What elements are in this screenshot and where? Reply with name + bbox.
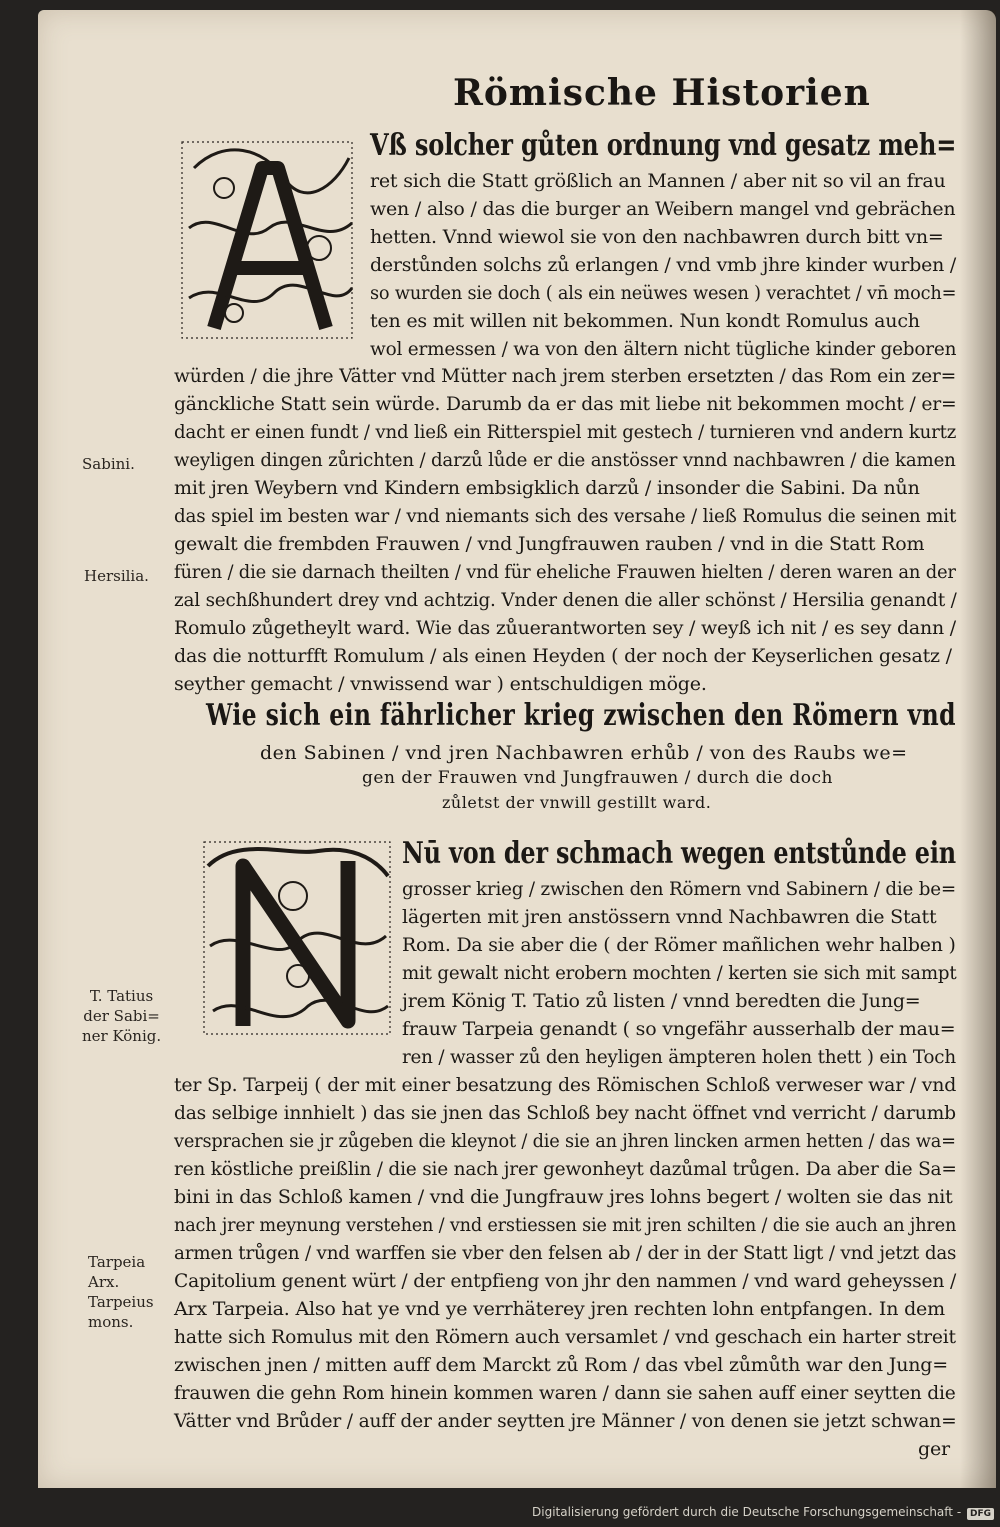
section2-line: zwischen jnen / mitten auff dem Marckt zů Rom / das vbel zůmůth war den Jung= — [174, 1354, 948, 1376]
decorated-initial-n — [198, 836, 398, 1042]
section2-line: ren köstliche preißlin / die sie nach jrer gewonheyt dazůmal trůgen. Da aber die Sa= — [174, 1158, 957, 1180]
section2-line: hatte sich Romulus mit den Römern auch versamlet / vnd geschach ein harter streit — [174, 1326, 956, 1348]
margin-note-sabini: Sabini. — [82, 455, 135, 473]
section2-line: Capitolium genent würt / der entpfieng von jhr den nammen / vnd ward geheyssen / — [174, 1270, 957, 1292]
margin-note-line: Tarpeia — [88, 1253, 146, 1271]
section1-line: würden / die jhre Vätter vnd Mütter nach jrem sterben ersetzten / das Rom ein zer= — [174, 365, 957, 387]
section1-line: gänckliche Statt sein würde. Darumb da er das mit liebe nit bekommen mocht / er= — [174, 393, 957, 415]
chapter-heading-line: den Sabinen / vnd jren Nachbawren erhůb / von des Raubs we= — [260, 742, 908, 764]
section2-line: armen trůgen / vnd warffen sie vber den felsen ab / der in der Statt ligt / vnd jetzt das — [174, 1242, 957, 1264]
section1-line: zal sechßhundert drey vnd achtzig. Vnder denen die aller schönst / Hersilia genandt / — [174, 589, 957, 611]
footer-text: Digitalisierung gefördert durch die Deutsche Forschungsgemeinschaft - — [532, 1505, 962, 1519]
margin-note-line: mons. — [88, 1313, 134, 1331]
margin-note-line: der Sabi= — [83, 1007, 160, 1025]
margin-note-tarpeia — [88, 1252, 154, 1332]
section1-line: so wurden sie doch ( als ein neüwes wesen ) verachtet / vn̄ moch= — [370, 282, 957, 304]
chapter-heading-line: gen der Frauwen vnd Jungfrauwen / durch die doch — [362, 768, 833, 788]
section1-line: mit jren Weybern vnd Kindern embsigklich darzů / insonder die Sabini. Da nůn — [174, 477, 920, 499]
section2-line: frauwen die gehn Rom hinein kommen waren / dann sie sahen auff einer seytten die — [174, 1382, 956, 1404]
section1-line: seyther gemacht / vnwissend war ) entschuldigen möge. — [174, 673, 707, 695]
section2-line: frauw Tarpeia genandt ( so vngefähr ausserhalb der mau= — [402, 1018, 956, 1040]
section1-line: füren / die sie darnach theilten / vnd für eheliche Frauwen hielten / deren waren an der — [174, 561, 956, 583]
section2-line: Rom. Da sie aber die ( der Römer mañlichen wehr halben ) — [402, 934, 956, 956]
section2-line: lägerten mit jren anstössern vnnd Nachbawren die Statt — [402, 906, 937, 928]
margin-note-line: Arx. — [88, 1273, 120, 1291]
section1-line: das die notturfft Romulum / als einen Heyden ( der noch der Keyserlichen gesatz / — [174, 645, 952, 667]
section2-line: ter Sp. Tarpeij ( der mit einer besatzung des Römischen Schloß verweser war / vnd — [174, 1074, 957, 1096]
section2-line: ren / wasser zů den heyligen ämpteren holen thett ) ein Toch — [402, 1046, 956, 1068]
decorated-initial-a — [174, 128, 364, 348]
chapter-heading-line: zůletst der vnwill gestillt ward. — [442, 793, 712, 812]
section2-line: ger — [918, 1438, 950, 1460]
section2-line: jrem König T. Tatio zů listen / vnnd beredten die Jung= — [402, 990, 921, 1012]
margin-note-line: T. Tatius — [89, 987, 154, 1005]
section1-line: weyligen dingen zůrichten / darzů lůde er die anstösser vnnd nachbawren / die kamen — [174, 449, 956, 471]
digitization-footer — [0, 1505, 1000, 1527]
section2-line: Nū von der schmach wegen entstůnde ein — [402, 836, 956, 871]
section1-line: hetten. Vnnd wiewol sie von den nachbawren durch bitt vn= — [370, 226, 944, 248]
section1-line: das spiel im besten war / vnd niemants sich des versahe / ließ Romulus die seinen mit — [174, 505, 957, 527]
section2-line: versprachen sie jr zůgeben die kleynot / die sie an jhren lincken armen hetten / das wa= — [174, 1130, 956, 1152]
running-head: Römische Historien — [453, 72, 871, 114]
dfg-logo: DFG — [967, 1508, 994, 1520]
section2-line: Vätter vnd Brůder / auff der ander seytten jre Männer / von denen sie jetzt schwan= — [174, 1410, 957, 1432]
section1-line: ret sich die Statt größlich an Mannen / aber nit so vil an frau — [370, 170, 946, 192]
section1-line: ten es mit willen nit bekommen. Nun kondt Romulus auch — [370, 310, 920, 332]
chapter-heading-line: Wie sich ein fährlicher krieg zwischen den Römern vnd — [206, 698, 956, 733]
margin-note-line: ner König. — [82, 1027, 162, 1045]
margin-note-line: Tarpeius — [88, 1293, 154, 1311]
section2-line: Arx Tarpeia. Also hat ye vnd ye verrhäterey jren rechten lohn entpfangen. In dem — [174, 1298, 945, 1320]
section2-line: nach jrer meynung verstehen / vnd erstiessen sie mit jren schilten / die sie auch an jhren — [174, 1214, 957, 1236]
margin-note-tatius — [82, 986, 161, 1046]
section1-line: dacht er einen fundt / vnd ließ ein Ritterspiel mit gestech / turnieren vnd andern kurtz — [174, 421, 957, 443]
section1-line: wen / also / das die burger an Weibern mangel vnd gebrächen — [370, 198, 956, 220]
section2-line: grosser krieg / zwischen den Römern vnd Sabinern / die be= — [402, 878, 957, 900]
section1-line: derstůnden solchs zů erlangen / vnd vmb jhre kinder wurben / — [370, 254, 957, 276]
section1-line: Vß solcher gůten ordnung vnd gesatz meh= — [370, 128, 957, 163]
section2-line: bini in das Schloß kamen / vnd die Jungfrauw jres lohns begert / wolten sie das nit — [174, 1186, 953, 1208]
section1-line: wol ermessen / wa von den ältern nicht tügliche kinder geboren — [370, 338, 957, 360]
section2-line: das selbige innhielt ) das sie jnen das Schloß bey nacht öffnet vnd verricht / darumb — [174, 1102, 956, 1124]
section1-line: Romulo zůgetheylt ward. Wie das zůuerantworten sey / weyß ich nit / es sey dann / — [174, 617, 956, 639]
section2-line: mit gewalt nicht erobern mochten / kerten sie sich mit sampt — [402, 962, 957, 984]
book-page — [38, 10, 996, 1488]
margin-note-hersilia: Hersilia. — [84, 567, 149, 585]
section1-line: gewalt die frembden Frauwen / vnd Jungfrauwen rauben / vnd in die Statt Rom — [174, 533, 925, 555]
